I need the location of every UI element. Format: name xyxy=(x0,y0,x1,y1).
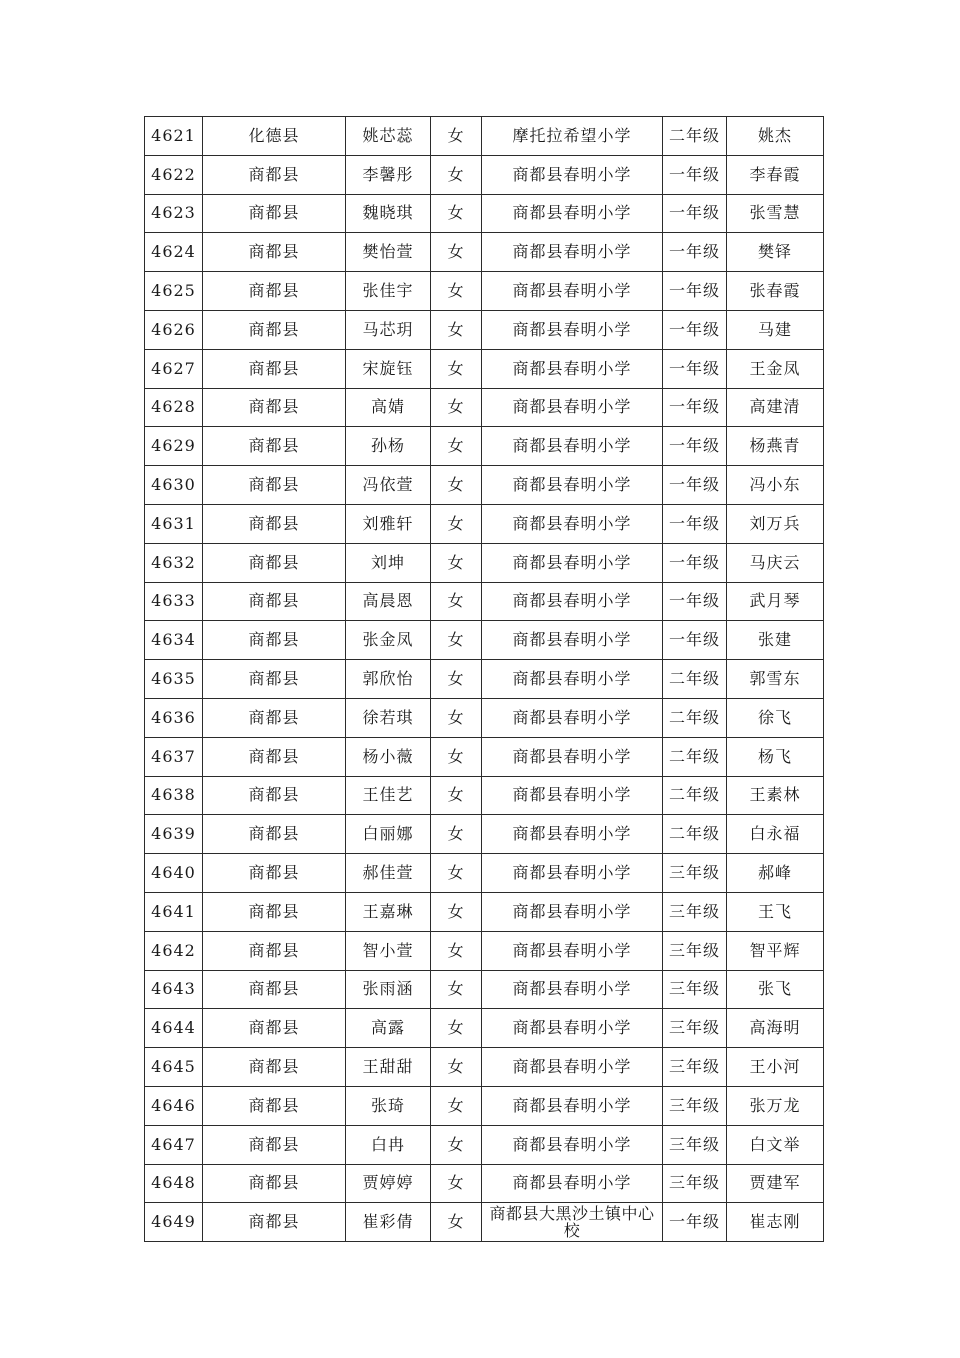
table-row xyxy=(145,1009,824,1048)
table-row xyxy=(145,1164,824,1203)
teacher-cell: 王小河 xyxy=(727,1048,824,1087)
school-cell: 商都县春明小学 xyxy=(482,194,663,233)
student-name-cell: 高露 xyxy=(346,1009,431,1048)
student-name-cell: 崔彩倩 xyxy=(346,1203,431,1242)
table-row xyxy=(145,854,824,893)
county-cell: 商都县 xyxy=(203,155,346,194)
county-cell: 商都县 xyxy=(203,854,346,893)
gender-cell: 女 xyxy=(431,310,482,349)
gender-cell: 女 xyxy=(431,1125,482,1164)
grade-cell: 二年级 xyxy=(663,660,727,699)
county-cell: 商都县 xyxy=(203,427,346,466)
teacher-cell: 武月琴 xyxy=(727,582,824,621)
student-name-cell: 白冉 xyxy=(346,1125,431,1164)
gender-cell: 女 xyxy=(431,1009,482,1048)
table-row xyxy=(145,1086,824,1125)
student-name-cell: 郭欣怡 xyxy=(346,660,431,699)
grade-cell: 三年级 xyxy=(663,1125,727,1164)
gender-cell: 女 xyxy=(431,970,482,1009)
row-number-cell: 4629 xyxy=(145,427,203,466)
student-name-cell: 魏晓琪 xyxy=(346,194,431,233)
teacher-cell: 王素林 xyxy=(727,776,824,815)
county-cell: 商都县 xyxy=(203,504,346,543)
teacher-cell: 贾建军 xyxy=(727,1164,824,1203)
teacher-cell: 智平辉 xyxy=(727,931,824,970)
student-name-cell: 高婧 xyxy=(346,388,431,427)
table-row xyxy=(145,970,824,1009)
grade-cell: 二年级 xyxy=(663,117,727,156)
county-cell: 商都县 xyxy=(203,388,346,427)
table-row xyxy=(145,698,824,737)
grade-cell: 一年级 xyxy=(663,272,727,311)
county-cell: 商都县 xyxy=(203,1203,346,1242)
gender-cell: 女 xyxy=(431,272,482,311)
table-row xyxy=(145,233,824,272)
row-number-cell: 4631 xyxy=(145,504,203,543)
school-cell: 商都县春明小学 xyxy=(482,1048,663,1087)
county-cell: 商都县 xyxy=(203,776,346,815)
gender-cell: 女 xyxy=(431,698,482,737)
grade-cell: 一年级 xyxy=(663,233,727,272)
gender-cell: 女 xyxy=(431,117,482,156)
grade-cell: 三年级 xyxy=(663,970,727,1009)
teacher-cell: 白永福 xyxy=(727,815,824,854)
grade-cell: 一年级 xyxy=(663,543,727,582)
table-row xyxy=(145,776,824,815)
school-cell: 摩托拉希望小学 xyxy=(482,117,663,156)
grade-cell: 三年级 xyxy=(663,1048,727,1087)
teacher-cell: 崔志刚 xyxy=(727,1203,824,1242)
school-cell: 商都县大黑沙土镇中心校 xyxy=(482,1203,663,1242)
grade-cell: 一年级 xyxy=(663,504,727,543)
county-cell: 化德县 xyxy=(203,117,346,156)
grade-cell: 一年级 xyxy=(663,388,727,427)
school-cell: 商都县春明小学 xyxy=(482,582,663,621)
gender-cell: 女 xyxy=(431,543,482,582)
school-cell: 商都县春明小学 xyxy=(482,698,663,737)
teacher-cell: 张春霞 xyxy=(727,272,824,311)
school-cell: 商都县春明小学 xyxy=(482,854,663,893)
teacher-cell: 白文举 xyxy=(727,1125,824,1164)
school-cell: 商都县春明小学 xyxy=(482,1086,663,1125)
teacher-cell: 高海明 xyxy=(727,1009,824,1048)
row-number-cell: 4626 xyxy=(145,310,203,349)
grade-cell: 一年级 xyxy=(663,310,727,349)
gender-cell: 女 xyxy=(431,1048,482,1087)
row-number-cell: 4649 xyxy=(145,1203,203,1242)
county-cell: 商都县 xyxy=(203,698,346,737)
row-number-cell: 4640 xyxy=(145,854,203,893)
student-name-cell: 冯依萱 xyxy=(346,466,431,505)
row-number-cell: 4647 xyxy=(145,1125,203,1164)
table-row xyxy=(145,1048,824,1087)
row-number-cell: 4628 xyxy=(145,388,203,427)
grade-cell: 二年级 xyxy=(663,776,727,815)
gender-cell: 女 xyxy=(431,233,482,272)
row-number-cell: 4639 xyxy=(145,815,203,854)
school-cell: 商都县春明小学 xyxy=(482,543,663,582)
student-name-cell: 孙杨 xyxy=(346,427,431,466)
school-cell: 商都县春明小学 xyxy=(482,427,663,466)
row-number-cell: 4633 xyxy=(145,582,203,621)
gender-cell: 女 xyxy=(431,660,482,699)
table-row xyxy=(145,504,824,543)
school-cell: 商都县春明小学 xyxy=(482,737,663,776)
county-cell: 商都县 xyxy=(203,310,346,349)
grade-cell: 一年级 xyxy=(663,1203,727,1242)
table-row xyxy=(145,621,824,660)
row-number-cell: 4621 xyxy=(145,117,203,156)
teacher-cell: 冯小东 xyxy=(727,466,824,505)
teacher-cell: 马建 xyxy=(727,310,824,349)
county-cell: 商都县 xyxy=(203,1125,346,1164)
table-row xyxy=(145,310,824,349)
student-name-cell: 宋旋钰 xyxy=(346,349,431,388)
table-row xyxy=(145,815,824,854)
table-row xyxy=(145,466,824,505)
gender-cell: 女 xyxy=(431,776,482,815)
row-number-cell: 4625 xyxy=(145,272,203,311)
gender-cell: 女 xyxy=(431,892,482,931)
table-row xyxy=(145,660,824,699)
table-row xyxy=(145,349,824,388)
row-number-cell: 4646 xyxy=(145,1086,203,1125)
student-roster-table xyxy=(144,116,824,1242)
grade-cell: 三年级 xyxy=(663,854,727,893)
student-name-cell: 王嘉琳 xyxy=(346,892,431,931)
gender-cell: 女 xyxy=(431,621,482,660)
teacher-cell: 马庆云 xyxy=(727,543,824,582)
school-cell: 商都县春明小学 xyxy=(482,504,663,543)
student-name-cell: 马芯玥 xyxy=(346,310,431,349)
gender-cell: 女 xyxy=(431,1203,482,1242)
teacher-cell: 王金凤 xyxy=(727,349,824,388)
school-cell: 商都县春明小学 xyxy=(482,233,663,272)
teacher-cell: 郭雪东 xyxy=(727,660,824,699)
student-name-cell: 张雨涵 xyxy=(346,970,431,1009)
teacher-cell: 刘万兵 xyxy=(727,504,824,543)
row-number-cell: 4643 xyxy=(145,970,203,1009)
teacher-cell: 张建 xyxy=(727,621,824,660)
teacher-cell: 王飞 xyxy=(727,892,824,931)
grade-cell: 一年级 xyxy=(663,582,727,621)
table-row xyxy=(145,1125,824,1164)
gender-cell: 女 xyxy=(431,155,482,194)
row-number-cell: 4632 xyxy=(145,543,203,582)
gender-cell: 女 xyxy=(431,427,482,466)
row-number-cell: 4637 xyxy=(145,737,203,776)
row-number-cell: 4645 xyxy=(145,1048,203,1087)
student-name-cell: 智小萱 xyxy=(346,931,431,970)
table-row xyxy=(145,194,824,233)
gender-cell: 女 xyxy=(431,504,482,543)
gender-cell: 女 xyxy=(431,582,482,621)
school-cell: 商都县春明小学 xyxy=(482,776,663,815)
student-name-cell: 刘坤 xyxy=(346,543,431,582)
table-row xyxy=(145,1203,824,1242)
county-cell: 商都县 xyxy=(203,970,346,1009)
school-cell: 商都县春明小学 xyxy=(482,1125,663,1164)
student-name-cell: 姚芯蕊 xyxy=(346,117,431,156)
table-row xyxy=(145,892,824,931)
school-cell: 商都县春明小学 xyxy=(482,815,663,854)
row-number-cell: 4623 xyxy=(145,194,203,233)
school-cell: 商都县春明小学 xyxy=(482,466,663,505)
gender-cell: 女 xyxy=(431,815,482,854)
student-name-cell: 徐若琪 xyxy=(346,698,431,737)
grade-cell: 一年级 xyxy=(663,621,727,660)
county-cell: 商都县 xyxy=(203,931,346,970)
school-cell: 商都县春明小学 xyxy=(482,621,663,660)
gender-cell: 女 xyxy=(431,388,482,427)
grade-cell: 三年级 xyxy=(663,1164,727,1203)
gender-cell: 女 xyxy=(431,1086,482,1125)
row-number-cell: 4634 xyxy=(145,621,203,660)
student-name-cell: 刘雅轩 xyxy=(346,504,431,543)
student-name-cell: 郝佳萱 xyxy=(346,854,431,893)
roster-body xyxy=(145,117,824,1242)
grade-cell: 一年级 xyxy=(663,194,727,233)
school-cell: 商都县春明小学 xyxy=(482,1009,663,1048)
grade-cell: 三年级 xyxy=(663,1086,727,1125)
row-number-cell: 4635 xyxy=(145,660,203,699)
school-cell: 商都县春明小学 xyxy=(482,931,663,970)
grade-cell: 一年级 xyxy=(663,155,727,194)
gender-cell: 女 xyxy=(431,194,482,233)
gender-cell: 女 xyxy=(431,466,482,505)
school-cell: 商都县春明小学 xyxy=(482,892,663,931)
student-name-cell: 张佳宇 xyxy=(346,272,431,311)
table-row xyxy=(145,427,824,466)
county-cell: 商都县 xyxy=(203,737,346,776)
table-row xyxy=(145,543,824,582)
county-cell: 商都县 xyxy=(203,349,346,388)
county-cell: 商都县 xyxy=(203,815,346,854)
gender-cell: 女 xyxy=(431,854,482,893)
school-cell: 商都县春明小学 xyxy=(482,660,663,699)
grade-cell: 一年级 xyxy=(663,349,727,388)
student-name-cell: 白丽娜 xyxy=(346,815,431,854)
student-name-cell: 樊怡萱 xyxy=(346,233,431,272)
gender-cell: 女 xyxy=(431,1164,482,1203)
table-row xyxy=(145,155,824,194)
teacher-cell: 张雪慧 xyxy=(727,194,824,233)
school-cell: 商都县春明小学 xyxy=(482,155,663,194)
county-cell: 商都县 xyxy=(203,582,346,621)
row-number-cell: 4630 xyxy=(145,466,203,505)
county-cell: 商都县 xyxy=(203,1048,346,1087)
gender-cell: 女 xyxy=(431,349,482,388)
row-number-cell: 4627 xyxy=(145,349,203,388)
teacher-cell: 樊铎 xyxy=(727,233,824,272)
gender-cell: 女 xyxy=(431,931,482,970)
school-cell: 商都县春明小学 xyxy=(482,1164,663,1203)
school-cell: 商都县春明小学 xyxy=(482,310,663,349)
grade-cell: 一年级 xyxy=(663,466,727,505)
student-name-cell: 王甜甜 xyxy=(346,1048,431,1087)
school-cell: 商都县春明小学 xyxy=(482,349,663,388)
grade-cell: 二年级 xyxy=(663,815,727,854)
teacher-cell: 徐飞 xyxy=(727,698,824,737)
county-cell: 商都县 xyxy=(203,892,346,931)
grade-cell: 二年级 xyxy=(663,737,727,776)
county-cell: 商都县 xyxy=(203,1009,346,1048)
row-number-cell: 4642 xyxy=(145,931,203,970)
teacher-cell: 姚杰 xyxy=(727,117,824,156)
teacher-cell: 张飞 xyxy=(727,970,824,1009)
county-cell: 商都县 xyxy=(203,233,346,272)
student-name-cell: 贾婷婷 xyxy=(346,1164,431,1203)
table-row xyxy=(145,272,824,311)
teacher-cell: 张万龙 xyxy=(727,1086,824,1125)
school-cell: 商都县春明小学 xyxy=(482,970,663,1009)
row-number-cell: 4636 xyxy=(145,698,203,737)
teacher-cell: 高建清 xyxy=(727,388,824,427)
county-cell: 商都县 xyxy=(203,621,346,660)
gender-cell: 女 xyxy=(431,737,482,776)
county-cell: 商都县 xyxy=(203,272,346,311)
county-cell: 商都县 xyxy=(203,194,346,233)
table-row xyxy=(145,737,824,776)
teacher-cell: 杨飞 xyxy=(727,737,824,776)
grade-cell: 三年级 xyxy=(663,892,727,931)
row-number-cell: 4641 xyxy=(145,892,203,931)
student-name-cell: 杨小薇 xyxy=(346,737,431,776)
student-name-cell: 王佳艺 xyxy=(346,776,431,815)
row-number-cell: 4648 xyxy=(145,1164,203,1203)
student-name-cell: 张琦 xyxy=(346,1086,431,1125)
teacher-cell: 杨燕青 xyxy=(727,427,824,466)
county-cell: 商都县 xyxy=(203,466,346,505)
student-name-cell: 高晨恩 xyxy=(346,582,431,621)
school-cell: 商都县春明小学 xyxy=(482,388,663,427)
row-number-cell: 4644 xyxy=(145,1009,203,1048)
county-cell: 商都县 xyxy=(203,1086,346,1125)
grade-cell: 三年级 xyxy=(663,931,727,970)
county-cell: 商都县 xyxy=(203,543,346,582)
student-name-cell: 张金凤 xyxy=(346,621,431,660)
grade-cell: 一年级 xyxy=(663,427,727,466)
county-cell: 商都县 xyxy=(203,1164,346,1203)
teacher-cell: 李春霞 xyxy=(727,155,824,194)
table-row xyxy=(145,582,824,621)
student-name-cell: 李馨彤 xyxy=(346,155,431,194)
table-row xyxy=(145,388,824,427)
row-number-cell: 4638 xyxy=(145,776,203,815)
row-number-cell: 4622 xyxy=(145,155,203,194)
school-cell: 商都县春明小学 xyxy=(482,272,663,311)
table-row xyxy=(145,117,824,156)
county-cell: 商都县 xyxy=(203,660,346,699)
grade-cell: 二年级 xyxy=(663,698,727,737)
row-number-cell: 4624 xyxy=(145,233,203,272)
teacher-cell: 郝峰 xyxy=(727,854,824,893)
table-row xyxy=(145,931,824,970)
grade-cell: 三年级 xyxy=(663,1009,727,1048)
